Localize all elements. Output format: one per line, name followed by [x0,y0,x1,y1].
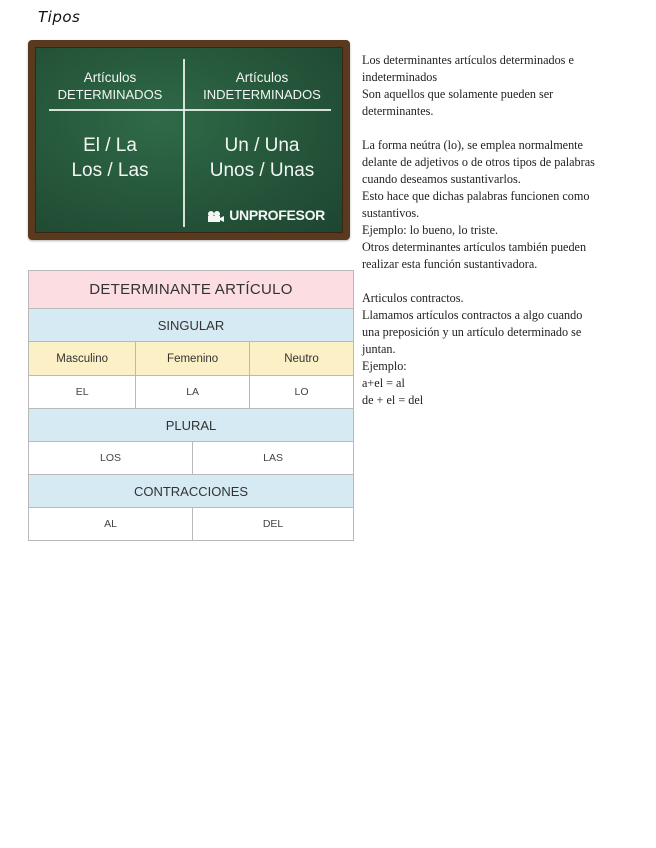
chalk-heading-line2: DETERMINADOS [57,87,163,102]
text-line: Ejemplo: [362,359,407,373]
articles-table [28,270,354,541]
value-la: LA [136,376,250,409]
text-line: indeterminados [362,70,438,84]
text-line: delante de adjetivos o de otros tipos de palabras [362,155,595,169]
chalk-body-indeterminados [189,133,335,183]
paragraph-definition [362,52,652,120]
value-el: EL [29,376,136,409]
chalkboard-image [28,40,350,240]
text-line: determinantes. [362,104,434,118]
chalk-text-plural: Unos / Unas [209,160,315,181]
gender-masculino: Masculino [29,342,136,376]
brand-logo [207,207,325,223]
text-line: Esto hace que dichas palabras funcionen como [362,189,590,203]
text-line: Llamamos artículos contractos a algo cuando [362,308,583,322]
chalk-text-plural: Los / Las [71,160,149,181]
brand-text: UNPROFESOR [229,207,325,223]
chalk-text-singular: Un / Una [224,135,300,156]
text-line: Articulos contractos. [362,291,464,305]
text-line: de + el = del [362,393,424,407]
value-al: AL [29,508,193,541]
chalk-divider-vertical [183,59,185,227]
chalk-divider-horizontal [49,109,331,111]
text-line: sustantivos. [362,206,420,220]
paragraph-neutral-form [362,137,652,273]
text-line: juntan. [362,342,396,356]
chalk-heading-line1: Artículos [83,70,137,85]
value-las: LAS [193,442,354,475]
chalk-text-singular: El / La [83,135,137,156]
paragraph-contractions [362,290,652,409]
section-contracciones: CONTRACCIONES [29,475,354,508]
text-line: Los determinantes artículos determinados e [362,53,574,67]
gender-neutro: Neutro [250,342,354,376]
value-lo: LO [250,376,354,409]
text-line: Otros determinantes artículos también pueden [362,240,587,254]
text-line: una preposición y un artículo determinado se [362,325,582,339]
text-line: Son aquellos que solamente pueden ser [362,87,554,101]
chalk-heading-line1: Artículos [235,70,289,85]
gender-femenino: Femenino [136,342,250,376]
text-line: realizar esta función sustantivadora. [362,257,538,271]
text-line: Ejemplo: lo bueno, lo triste. [362,223,499,237]
camera-icon [207,209,225,221]
value-del: DEL [193,508,354,541]
handwritten-title: Tipos [38,8,81,26]
chalk-heading-line2: INDETERMINADOS [203,87,321,102]
text-line: cuando deseamos sustantivarlos. [362,172,521,186]
chalk-body-determinados [37,133,183,183]
text-line: a+el = al [362,376,405,390]
section-plural: PLURAL [29,409,354,442]
table-title: DETERMINANTE ARTÍCULO [29,271,354,309]
text-line: La forma neútra (lo), se emplea normalmente [362,138,583,152]
value-los: LOS [29,442,193,475]
chalk-heading-determinados [37,69,183,103]
explanation-text [362,52,652,409]
chalk-heading-indeterminados [189,69,335,103]
section-singular: SINGULAR [29,309,354,342]
